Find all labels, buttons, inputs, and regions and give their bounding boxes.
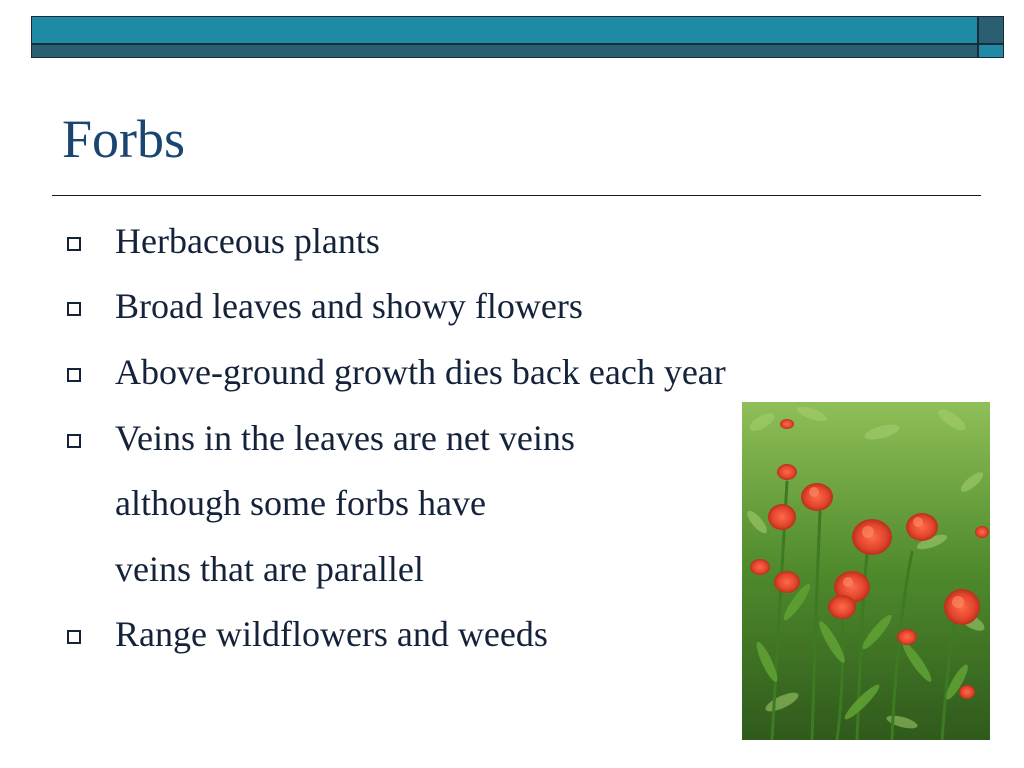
square-bullet-icon — [67, 237, 81, 251]
bullet-text: Above-ground growth dies back each year — [115, 352, 726, 392]
square-bullet-icon — [67, 368, 81, 382]
bullet-text: veins that are parallel — [115, 549, 424, 589]
bullet-text: Broad leaves and showy flowers — [115, 286, 583, 326]
square-bullet-icon — [67, 434, 81, 448]
slide-title: Forbs — [62, 109, 186, 169]
square-bullet-icon — [67, 302, 81, 316]
bullet-text: although some forbs have — [115, 483, 486, 523]
header-bar — [31, 16, 978, 58]
bullet-text: Veins in the leaves are net veins — [115, 418, 575, 458]
header-bar-cap — [978, 16, 1004, 58]
bullet-text: Range wildflowers and weeds — [115, 614, 548, 654]
title-divider — [52, 195, 981, 196]
square-bullet-icon — [67, 630, 81, 644]
wildflower-photo — [742, 402, 990, 740]
bullet-text: Herbaceous plants — [115, 221, 380, 261]
